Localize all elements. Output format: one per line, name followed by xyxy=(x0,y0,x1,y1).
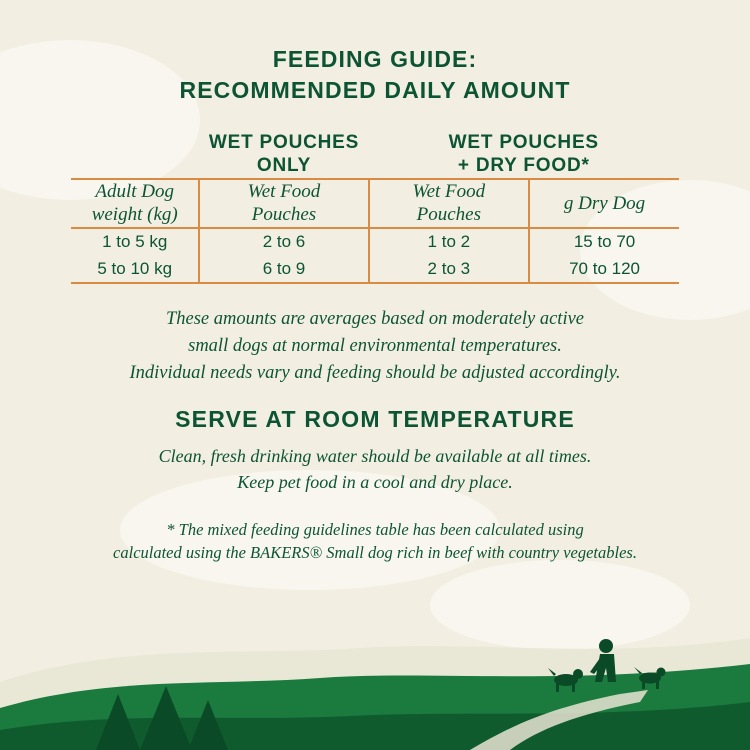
sub-header-wet-food-pouches-mixed: Wet Food Pouches xyxy=(369,179,530,229)
footnote: * The mixed feeding guidelines table has been calculated using calculated using the BAKERS® Small dog rich in beef with country vegetables. xyxy=(113,519,637,563)
table-group-header-row xyxy=(71,132,679,179)
sub-header-adult-dog-weight: Adult Dog weight (kg) xyxy=(71,179,199,229)
table-sub-header-row xyxy=(71,179,679,229)
table-data-row xyxy=(71,228,679,283)
group-header-wet-plus-dry: WET POUCHES + DRY FOOD* xyxy=(448,132,599,176)
group-header-wet-only: WET POUCHES ONLY xyxy=(208,132,360,176)
serve-at-room-temperature-heading: SERVE AT ROOM TEMPERATURE xyxy=(175,406,575,433)
cell-weight: 1 to 5 kg 5 to 10 kg xyxy=(71,228,199,283)
page-title-line-1: FEEDING GUIDE: xyxy=(272,46,478,72)
page-title xyxy=(34,44,716,106)
feeding-guide-table xyxy=(71,132,679,284)
cell-wet-only: 2 to 6 6 to 9 xyxy=(199,228,368,283)
note-averages: These amounts are averages based on moderately active small dogs at normal environmental temperatures. Individual needs vary and feeding should be adjusted accordingly. xyxy=(129,308,621,383)
page-title-line-2: RECOMMENDED DAILY AMOUNT xyxy=(179,77,571,104)
note-water: Clean, fresh drinking water should be available at all times. Keep pet food in a cool and dry place. xyxy=(158,446,592,493)
table-corner-cell xyxy=(71,132,199,179)
bottom-landscape-illustration xyxy=(0,590,750,750)
cell-wet-mixed: 1 to 2 2 to 3 xyxy=(369,228,530,283)
sub-header-wet-food-pouches-only: Wet Food Pouches xyxy=(199,179,368,229)
sub-header-dry-dog-grams: g Dry Dog xyxy=(529,179,679,229)
cell-dry-grams: 15 to 70 70 to 120 xyxy=(529,228,679,283)
